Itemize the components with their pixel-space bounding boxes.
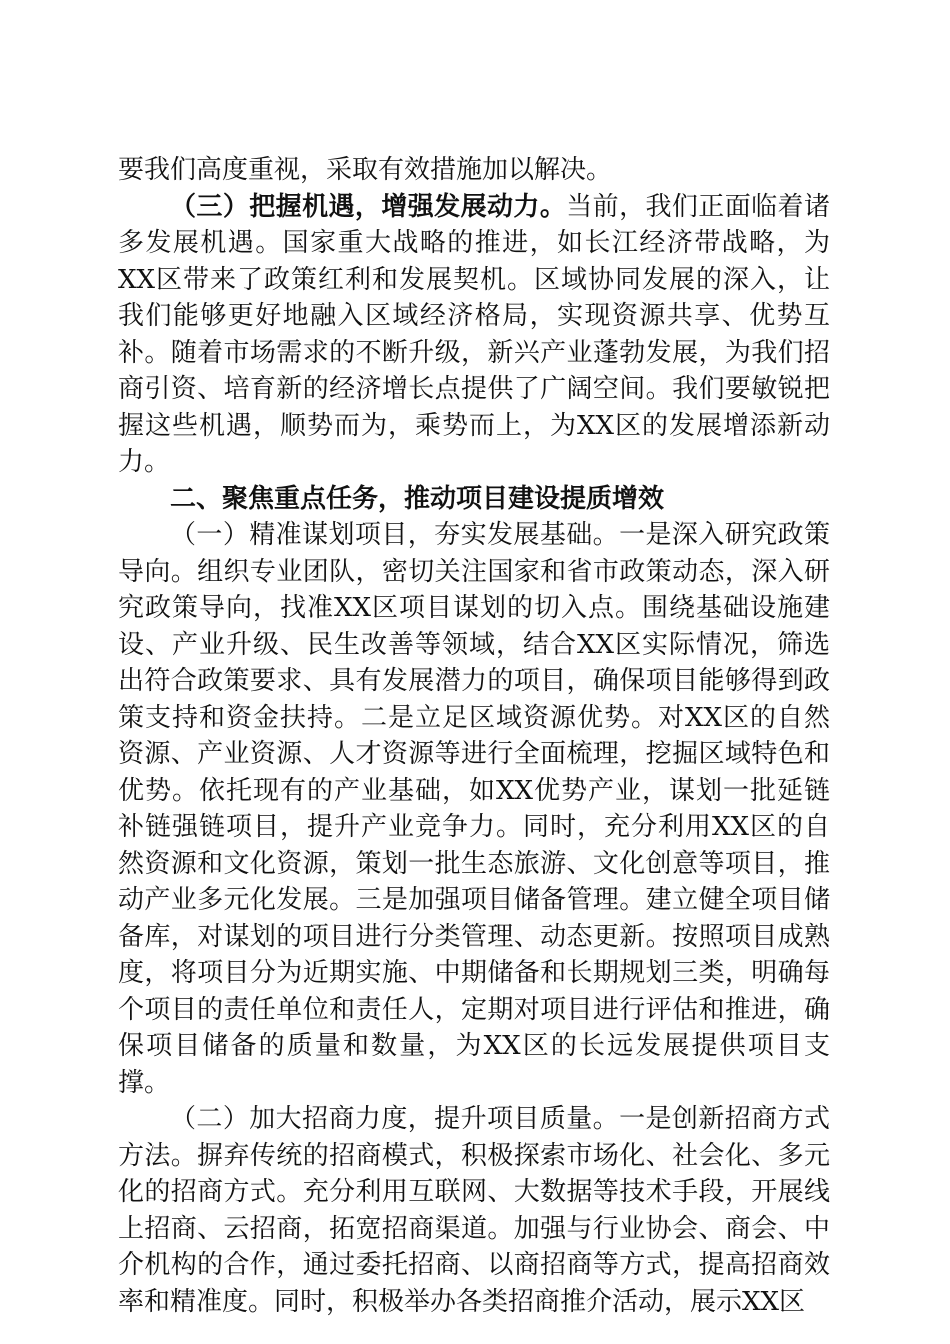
paragraph-continuation — [118, 152, 830, 189]
paragraph-lead: （二）加大招商力度，提升项目质量。 — [170, 1104, 620, 1134]
paragraph-investment-attraction — [118, 1101, 830, 1320]
document-body — [118, 152, 830, 1320]
paragraph-project-planning — [118, 517, 830, 1101]
paragraph-opportunities — [118, 189, 830, 481]
paragraph-lead: （一）精准谋划项目，夯实发展基础。 — [170, 520, 620, 550]
section-heading: 二、聚焦重点任务，推动项目建设提质增效 — [170, 483, 665, 514]
paragraph-lead: （三）把握机遇，增强发展动力。 — [170, 191, 567, 222]
paragraph-text: 当前，我们正面临着诸多发展机遇。国家重大战略的推进，如长江经济带战略，为XX区带来了政策红利和发展契机。区域协同发展的深入，让我们能够更好地融入区域经济格局，实现资源共享、优势互补。随着市场需求的不断升级，新兴产业蓬勃发展，为我们招商引资、培育新的经济增长点提供了广阔空间。我们要敏锐把握这些机遇，顺势而为，乘势而上，为XX区的发展增添新动力。 — [118, 191, 830, 477]
paragraph-text: 一是创新招商方式方法。摒弃传统的招商模式，积极探索市场化、社会化、多元化的招商方式。充分利用互联网、大数据等技术手段，开展线上招商、云招商，拓宽招商渠道。加强与行业协会、商会、中介机构的合作，通过委托招商、以商招商等方式，提高招商效率和精准度。同时，积极举办各类招商推介活动，展示XX区 — [118, 1104, 830, 1317]
paragraph-text: 要我们高度重视，采取有效措施加以解决。 — [118, 155, 613, 185]
paragraph-text: 一是深入研究政策导向。组织专业团队，密切关注国家和省市政策动态，深入研究政策导向，找准XX区项目谋划的切入点。围绕基础设施建设、产业升级、民生改善等领域，结合XX区实际情况，筛选出符合政策要求、具有发展潜力的项目，确保项目能够得到政策支持和资金扶持。二是立足区域资源优势。对XX区的自然资源、产业资源、人才资源等进行全面梳理，挖掘区域特色和优势。依托现有的产业基础，如XX优势产业，谋划一批延链补链强链项目，提升产业竞争力。同时，充分利用XX区的自然资源和文化资源，策划一批生态旅游、文化创意等项目，推动产业多元化发展。三是加强项目储备管理。建立健全项目储备库，对谋划的项目进行分类管理、动态更新。按照项目成熟度，将项目分为近期实施、中期储备和长期规划三类，明确每个项目的责任单位和责任人，定期对项目进行评估和推进，确保项目储备的质量和数量，为XX区的长远发展提供项目支撑。 — [118, 520, 830, 1098]
